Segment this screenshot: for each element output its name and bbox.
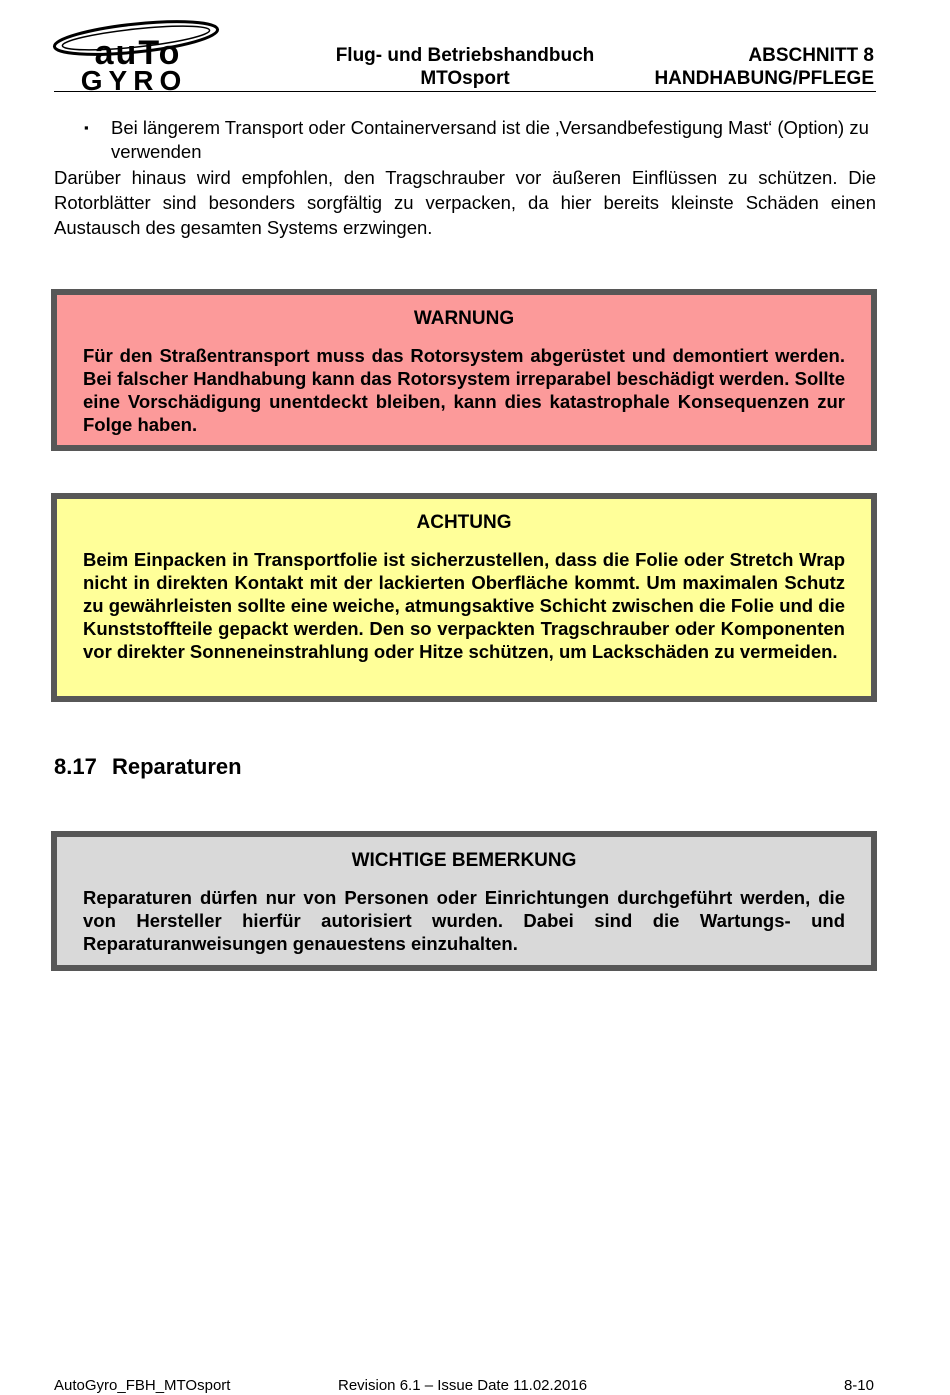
important-note-box [51,831,877,971]
section-header-line2: HANDHABUNG/PFLEGE [654,68,874,89]
body-paragraph: Darüber hinaus wird empfohlen, den Tragschrauber vor äußeren Einflüssen zu schützen. Die Rotorblätter sind besonders sorgfältig zu verpacken, da hier bereits kleinste Schäden einen Austausch des gesamten Systems erzwingen. [54,167,876,238]
autogyro-logo-icon [52,14,222,92]
caution-box [51,493,877,702]
warning-text: Für den Straßentransport muss das Rotorsystem abgerüstet und demontiert werden. Bei falscher Handhabung kann das Rotorsystem irreparabel beschädigt werden. Sollte eine Vorschädigung unentdeckt bleiben, kann dies katastrophale Konsequenzen zur Folge haben. [83,345,845,435]
footer-page-number: 8-10 [843,1377,874,1394]
note-text: Reparaturen dürfen nur von Personen oder Einrichtungen durchgeführt werden, die von Hersteller hierfür autorisiert wurden. Dabei sind die Wartungs- und Reparaturanweisungen genauestens einzuhalten. [83,887,845,954]
warning-title: WARNUNG [413,308,515,329]
bullet-icon: ▪ [84,120,89,135]
section-heading [54,754,242,780]
manual-title-line1: Flug- und Betriebshandbuch [335,45,595,66]
manual-title [315,44,615,90]
note-title: WICHTIGE BEMERKUNG [351,850,577,871]
header-divider [54,91,876,92]
caution-title: ACHTUNG [416,512,512,533]
svg-text:GYRO: GYRO [80,65,188,92]
caution-text: Beim Einpacken in Transportfolie ist sicherzustellen, dass die Folie oder Stretch Wrap nicht in direkten Kontakt mit der lackierten Oberfläche kommt. Um maximalen Schutz zu gewährleisten sollte eine weiche, atmungsaktive Schicht zwischen die Folie und die Kunststoffteile gepackt werden. Den so verpackten Tragschrauber oder Komponenten vor direkter Sonneneinstrahlung oder Hitze schützen, um Lackschäden zu vermeiden. [83,549,845,662]
section-header [654,44,874,90]
section-number: 8.17 [54,754,97,779]
footer-revision: Revision 6.1 – Issue Date 11.02.2016 [338,1377,588,1394]
manual-title-line2: MTOsport [420,68,510,89]
warning-box [51,289,877,451]
section-header-line1: ABSCHNITT 8 [748,45,874,66]
footer-document-id: AutoGyro_FBH_MTOsport [54,1377,231,1394]
svg-text:auTo: auTo [94,34,182,72]
bullet-item [54,116,876,164]
section-title: Reparaturen [112,754,242,779]
bullet-text: Bei längerem Transport oder Containerversand ist die ‚Versandbefestigung Mast‘ (Option) zu verwenden [111,117,869,162]
